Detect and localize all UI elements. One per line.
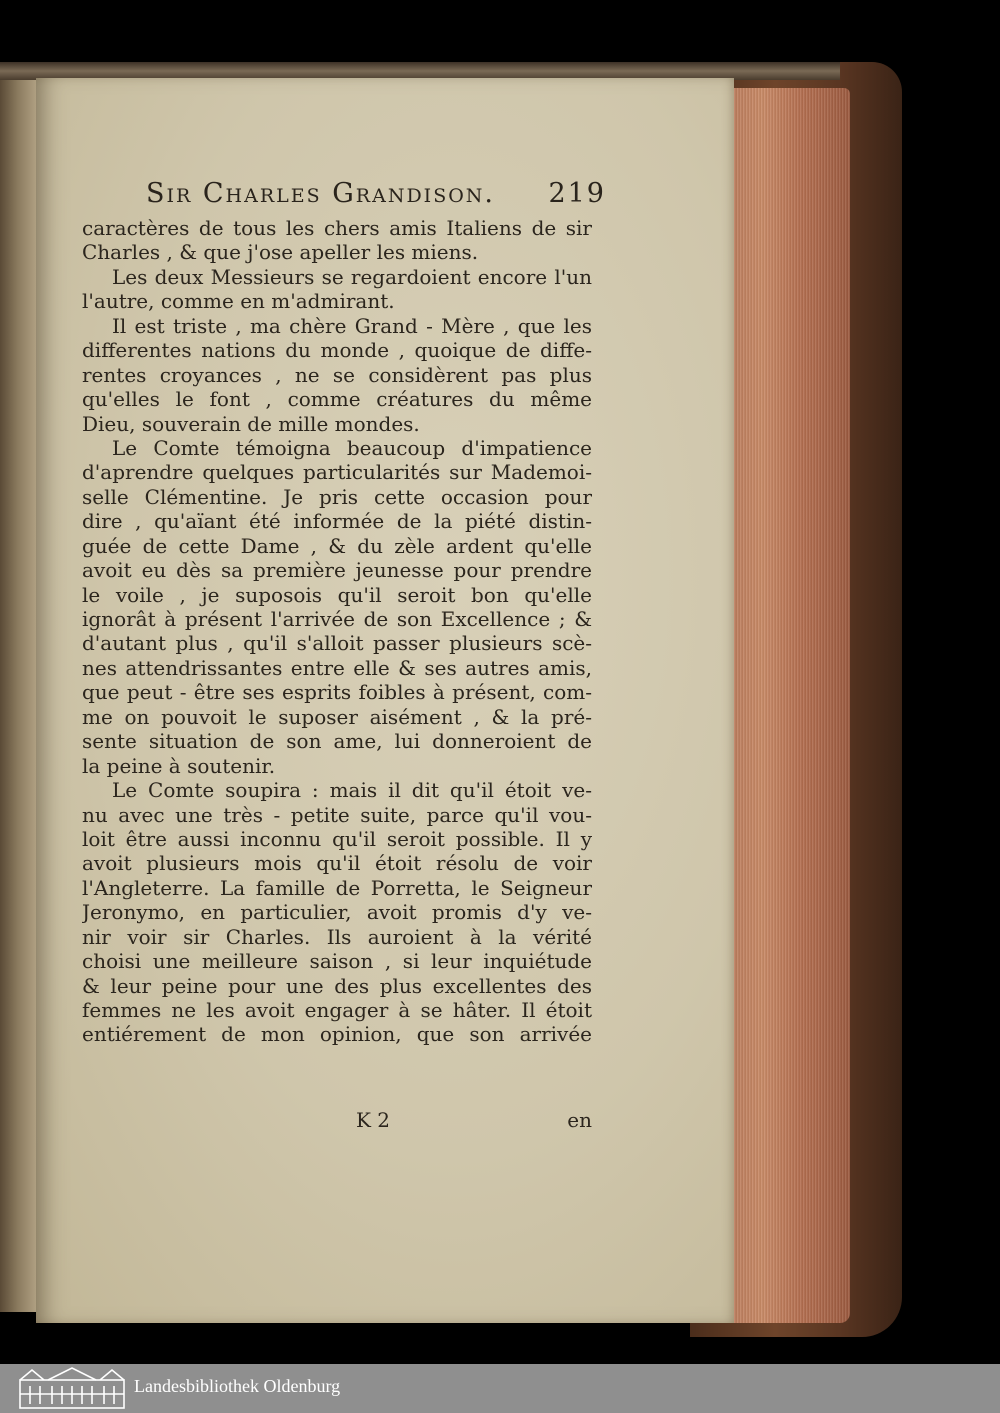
catchword: en (567, 1108, 592, 1132)
text-line: sente situation de son ame, lui donneroient de (82, 729, 592, 754)
text-line: la peine à soutenir. (82, 753, 276, 778)
text-line: d'aprendre quelques particularités sur Mademoi- (82, 460, 592, 485)
text-line: selle Clémentine. Je pris cette occasion pour (82, 484, 592, 509)
text-line: dire , qu'aïant été informée de la piété distin- (82, 509, 592, 534)
text-line: caractères de tous les chers amis Italiens de sir (82, 216, 592, 240)
text-line: que peut - être ses esprits foibles à présent, com- (82, 680, 592, 705)
text-line: guée de cette Dame , & du zèle ardent qu'elle (82, 533, 592, 558)
text-line: ignorât à présent l'arrivée de son Excellence ; & (82, 607, 592, 631)
text-line: qu'elles le font , comme créatures du même (82, 387, 592, 412)
page-footer (82, 1108, 592, 1134)
signature-mark: K 2 (356, 1108, 391, 1132)
library-name: Landesbibliothek Oldenburg (134, 1376, 341, 1396)
text-line: & leur peine pour une des plus excellentes des (82, 973, 592, 998)
text-line: Le Comte témoigna beaucoup d'impatience (112, 435, 592, 460)
page-fore-edge (725, 88, 850, 1323)
text-line: d'autant plus , qu'il s'alloit passer plusieurs scè- (82, 631, 592, 656)
body-text (82, 216, 592, 1047)
library-building-icon (18, 1366, 126, 1410)
text-line: femmes ne les avoit engager à se hâter. Il étoit (82, 998, 592, 1022)
text-line: rentes croyances , ne se considèrent pas plus (82, 362, 592, 387)
running-head (146, 178, 606, 214)
text-line: nir voir sir Charles. Ils auroient à la vérité (82, 924, 592, 949)
text-line: nu avec une très - petite suite, parce qu'il vou- (82, 802, 592, 827)
text-line: Jeronymo, en particulier, avoit promis d'y ve- (82, 900, 592, 925)
text-line: choisi une meilleure saison , si leur inquiétude (82, 949, 592, 974)
text-line: Dieu, souverain de mille mondes. (82, 411, 420, 436)
text-line: Charles , & que j'ose apeller les miens. (82, 240, 479, 265)
text-line: avoit eu dès sa première jeunesse pour prendre (82, 558, 592, 583)
text-line: entiérement de mon opinion, que son arrivée (82, 1022, 592, 1047)
text-line: le voile , je suposois qu'il seroit bon qu'elle (82, 582, 592, 607)
text-line: avoit plusieurs mois qu'il étoit résolu de voir (82, 851, 592, 876)
text-line: l'autre, comme en m'admirant. (82, 289, 395, 314)
running-head-title: Sir Charles Grandison. (146, 178, 495, 209)
text-line: nes attendrissantes entre elle & ses autres amis, (82, 655, 592, 680)
text-line: loit être aussi inconnu qu'il seroit possible. Il y (82, 826, 592, 851)
page-number: 219 (548, 178, 606, 209)
text-line: Les deux Messieurs se regardoient encore l'un (112, 264, 592, 289)
text-line: l'Angleterre. La famille de Porretta, le Seigneur (82, 875, 592, 900)
text-line: differentes nations du monde , quoique de diffe- (82, 338, 592, 363)
text-line: Le Comte soupira : mais il dit qu'il étoit ve- (112, 778, 592, 803)
text-line: Il est triste , ma chère Grand - Mère , que les (112, 313, 592, 338)
text-line: me on pouvoit le suposer aisément , & la pré- (82, 704, 592, 729)
